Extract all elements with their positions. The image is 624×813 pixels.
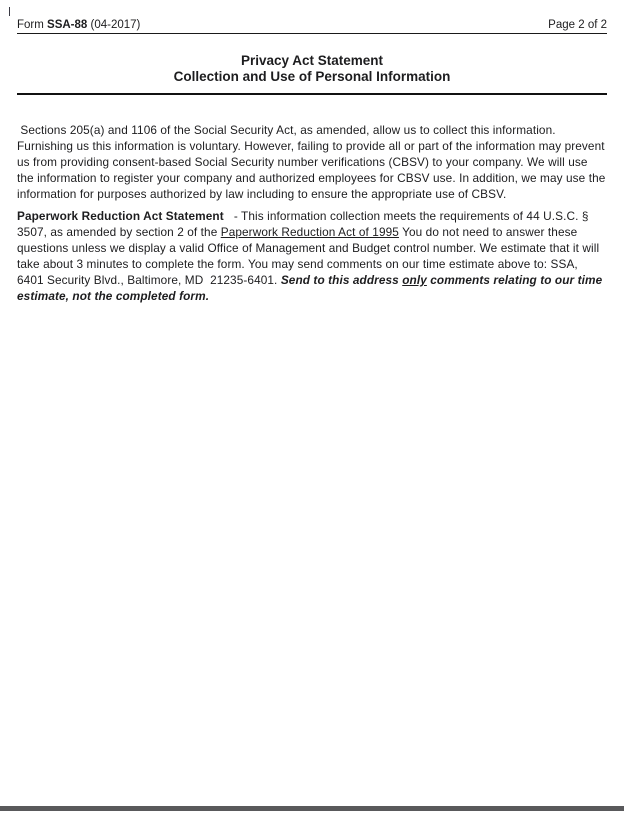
form-number-text: SSA-88 bbox=[47, 19, 88, 31]
page-header bbox=[17, 0, 607, 32]
privacy-act-paragraph: Sections 205(a) and 1106 of the Social Security Act, as amended, allow us to collect this information. Furnishing us this information is voluntary. However, failing to provide all or part of the information may prevent us from providing consent-based Social Security number verifications (CBSV) to your company. We will use the information to register your company and authorized employees for CBSV use. In addition, we may use the information for purposes authorized by law including to ensure the appropriate use of CBSV. bbox=[17, 123, 609, 201]
send-emphasis-only: only bbox=[402, 273, 427, 287]
paperwork-reduction-paragraph bbox=[17, 208, 607, 304]
form-revision-text: (04-2017) bbox=[87, 19, 141, 31]
form-id-label bbox=[17, 19, 140, 32]
title-divider bbox=[17, 93, 607, 95]
paperwork-intro-text: - This information collection meets the requirements of 44 U.S.C. § 3507, as amended by section 2 of the bbox=[17, 209, 592, 239]
paperwork-body-text: You do not need to answer these questions unless we display a valid Office of Management and Budget control number. We estimate that it will take about 3 minutes to complete the form. You may send comments on our time estimate above to: SSA, 6401 Security Blvd., Baltimore, MD 21235-6401. bbox=[17, 225, 603, 287]
paperwork-act-underlined: Paperwork Reduction Act of 1995 bbox=[220, 225, 399, 239]
document-title bbox=[17, 53, 607, 85]
title-line-2: Collection and Use of Personal Information bbox=[173, 69, 451, 84]
page-content bbox=[0, 0, 624, 304]
header-divider bbox=[17, 33, 607, 34]
paperwork-heading: Paperwork Reduction Act Statement bbox=[17, 209, 224, 223]
send-emphasis-lead: Send to this address bbox=[280, 273, 403, 287]
form-prefix-text: Form bbox=[17, 19, 48, 31]
page-number-label: Page 2 of 2 bbox=[548, 19, 607, 31]
scan-edge-mark bbox=[9, 7, 10, 16]
send-emphasis-tail: comments relating to our time estimate, not the completed form. bbox=[17, 273, 606, 303]
title-line-1: Privacy Act Statement bbox=[240, 53, 384, 68]
bottom-page-edge-bar bbox=[0, 806, 624, 811]
